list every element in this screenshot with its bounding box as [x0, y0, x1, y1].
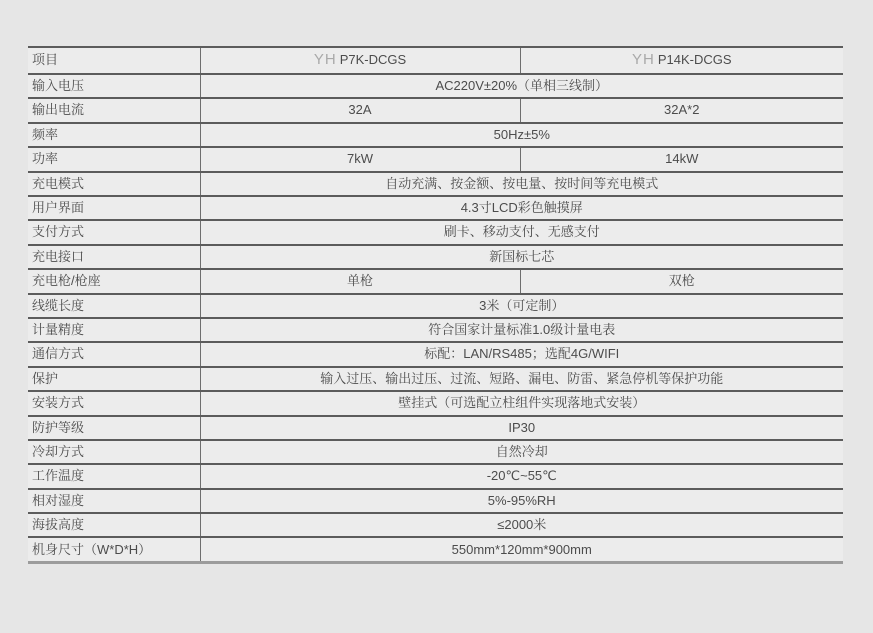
spec-value: ≤2000米: [200, 513, 843, 537]
spec-label: 用户界面: [28, 196, 200, 220]
spec-row: [28, 391, 843, 415]
spec-label: 相对湿度: [28, 489, 200, 513]
spec-value: 3米（可定制）: [200, 294, 843, 318]
spec-label: 安装方式: [28, 391, 200, 415]
spec-row: [28, 74, 843, 98]
model-cell-right: [520, 47, 843, 74]
spec-value-right: 32A*2: [520, 98, 843, 122]
spec-label: 功率: [28, 147, 200, 171]
spec-value-left: 32A: [200, 98, 520, 122]
spec-label: 计量精度: [28, 318, 200, 342]
header-item-label: 项目: [28, 47, 200, 74]
spec-row: [28, 98, 843, 122]
spec-row: [28, 220, 843, 244]
spec-label: 防护等级: [28, 416, 200, 440]
spec-value: 输入过压、输出过压、过流、短路、漏电、防雷、紧急停机等保护功能: [200, 367, 843, 391]
spec-label: 充电接口: [28, 245, 200, 269]
spec-value: AC220V±20%（单相三线制）: [200, 74, 843, 98]
spec-label: 线缆长度: [28, 294, 200, 318]
spec-value: 5%-95%RH: [200, 489, 843, 513]
spec-value: 自动充满、按金额、按电量、按时间等充电模式: [200, 172, 843, 196]
spec-value: 符合国家计量标准1.0级计量电表: [200, 318, 843, 342]
spec-label: 频率: [28, 123, 200, 147]
spec-row: [28, 294, 843, 318]
spec-row: [28, 513, 843, 537]
spec-row: [28, 537, 843, 562]
spec-value-left: 单枪: [200, 269, 520, 293]
spec-row: [28, 367, 843, 391]
brand-logo-text: YH: [631, 51, 655, 69]
spec-value: 自然冷却: [200, 440, 843, 464]
spec-value: 壁挂式（可选配立柱组件实现落地式安装）: [200, 391, 843, 415]
spec-row: [28, 245, 843, 269]
spec-label: 充电模式: [28, 172, 200, 196]
spec-row: [28, 489, 843, 513]
spec-label: 充电枪/枪座: [28, 269, 200, 293]
spec-value: 4.3寸LCD彩色触摸屏: [200, 196, 843, 220]
spec-value-right: 双枪: [520, 269, 843, 293]
spec-value: 刷卡、移动支付、无感支付: [200, 220, 843, 244]
spec-row: [28, 464, 843, 488]
spec-row: [28, 172, 843, 196]
spec-value: 550mm*120mm*900mm: [200, 537, 843, 562]
spec-value: 标配：LAN/RS485；选配4G/WIFI: [200, 342, 843, 366]
spec-row: [28, 196, 843, 220]
spec-row: [28, 440, 843, 464]
spec-label: 通信方式: [28, 342, 200, 366]
spec-row: [28, 269, 843, 293]
brand-logo-text: YH: [313, 51, 337, 69]
spec-value: IP30: [200, 416, 843, 440]
spec-label: 工作温度: [28, 464, 200, 488]
spec-label: 海拔高度: [28, 513, 200, 537]
spec-value: 50Hz±5%: [200, 123, 843, 147]
spec-row: [28, 416, 843, 440]
spec-row: [28, 342, 843, 366]
spec-value: -20℃~55℃: [200, 464, 843, 488]
spec-label: 输出电流: [28, 98, 200, 122]
spec-value-left: 7kW: [200, 147, 520, 171]
spec-value-right: 14kW: [520, 147, 843, 171]
spec-label: 输入电压: [28, 74, 200, 98]
spec-label: 机身尺寸（W*D*H）: [28, 537, 200, 562]
spec-value: 新国标七芯: [200, 245, 843, 269]
model-name-left: P7K-DCGS: [339, 52, 407, 68]
spec-label: 支付方式: [28, 220, 200, 244]
spec-header-row: [28, 47, 843, 74]
spec-label: 保护: [28, 367, 200, 391]
spec-table-container: [28, 46, 843, 564]
model-cell-left: [200, 47, 520, 74]
model-name-right: P14K-DCGS: [657, 52, 732, 68]
spec-row: [28, 123, 843, 147]
spec-label: 冷却方式: [28, 440, 200, 464]
spec-table: [28, 46, 843, 564]
spec-row: [28, 147, 843, 171]
spec-row: [28, 318, 843, 342]
